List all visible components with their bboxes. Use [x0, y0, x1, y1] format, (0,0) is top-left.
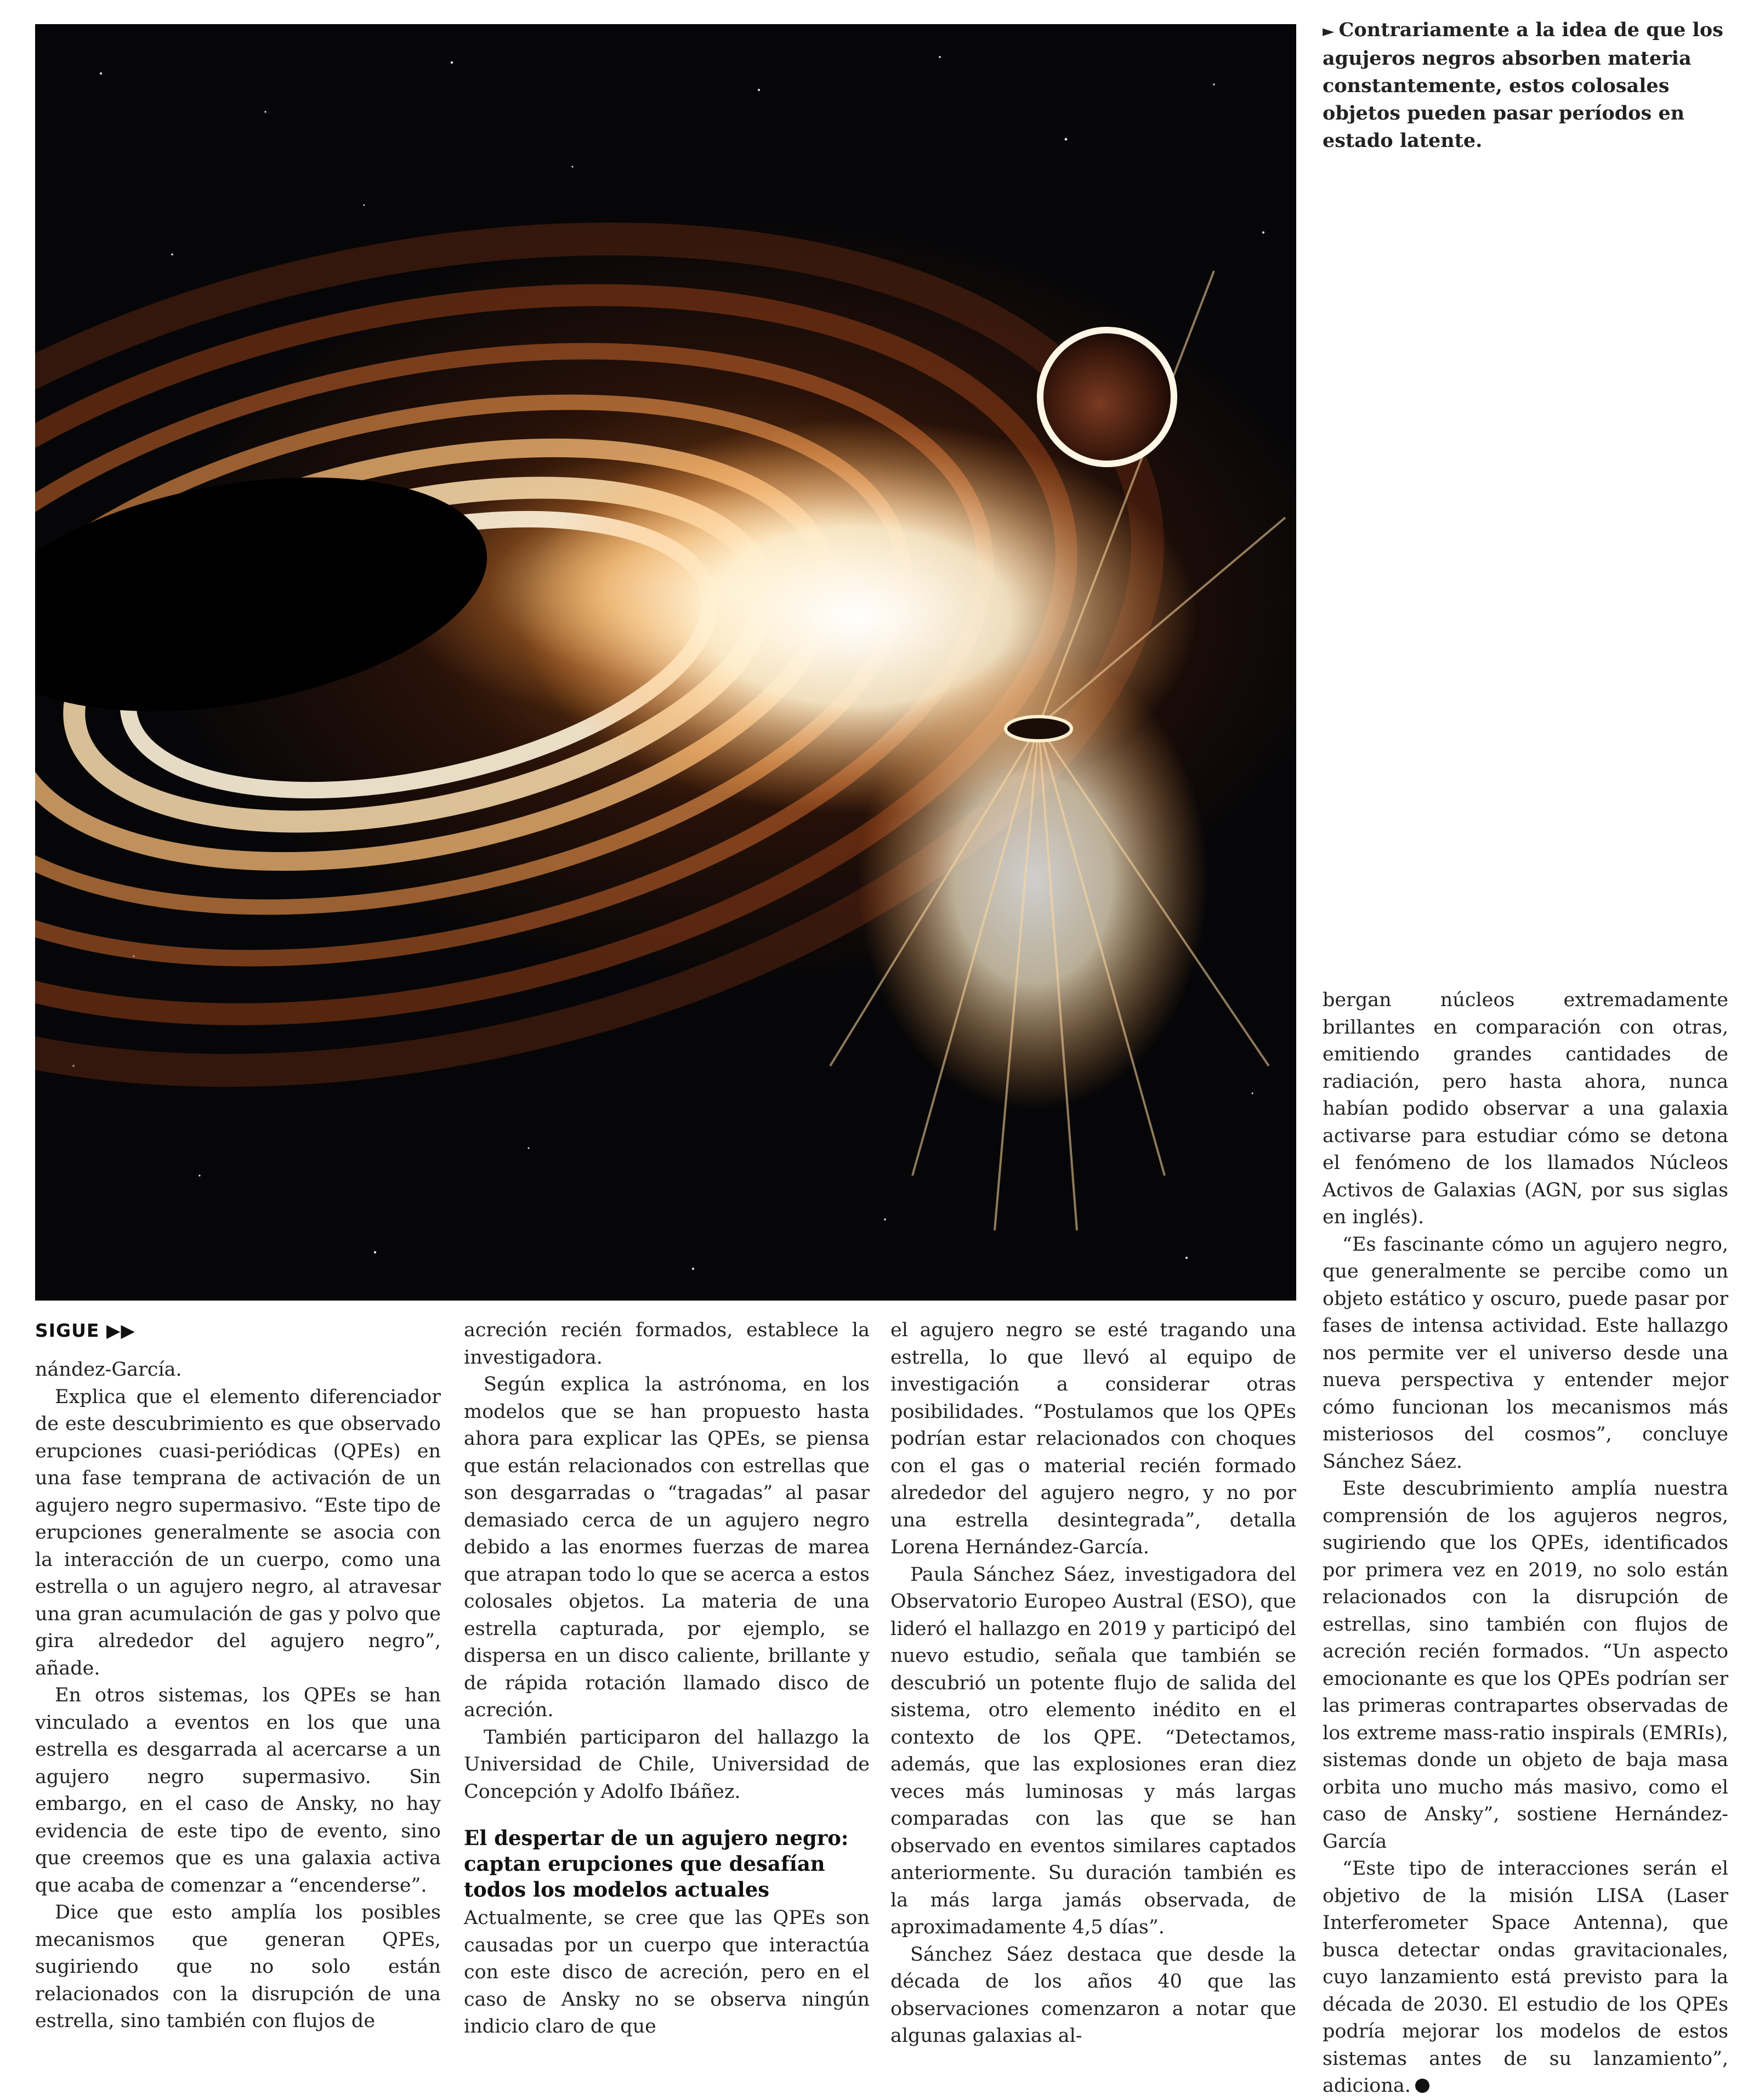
paragraph: Sánchez Sáez destaca que desde la década de los años 40 que las observaciones comenzaron a notar que algunas galaxias al- — [890, 1943, 1296, 2047]
captured-star — [1040, 330, 1174, 464]
photo-caption — [1323, 16, 1728, 155]
article-column-3 — [890, 1317, 1296, 2050]
article-column-1 — [35, 1312, 441, 2035]
paragraph: acreción recién formados, establece la investigadora. — [464, 1319, 870, 1369]
paragraph: Explica que el elemento diferenciador de este descubrimiento es que observado erupciones cuasi-periódicas (QPEs) en una fase temprana de activación de un agujero negro supermasivo. “Este tipo de erupciones generalmente se asocia con la interacción de un cuerpo, como una estrella o un agujero negro, al atravesar una gran acumulación de gas y polvo que gira alrededor del agujero negro”, añade. — [35, 1386, 441, 1679]
paragraph-text: “Este tipo de interacciones serán el objetivo de la misión LISA (Laser Interferometer Space Antenna), que busca detectar ondas gravitacionales, cuyo lanzamiento está previsto para la década de 2030. El estudio de los QPEs podría mejorar los modelos de estos sistemas antes de su lanzamiento”, adiciona. — [1323, 1858, 1728, 2097]
continuation-marker: SIGUE ▶▶ — [35, 1320, 135, 1341]
article-column-4 — [1323, 987, 1728, 2100]
paragraph: Según explica la astrónoma, en los modelos que se han propuesto hasta ahora para explicar las QPEs, se piensa que están relacionados con estrellas que son desgarradas o “tragadas” al pasar demasiado cerca de un agujero negro debido a las enormes fuerzas de marea que atrapan todo lo que se acerca a estos colosales objetos. La materia de una estrella capturada, por ejemplo, se dispersa en un disco caliente, brillante y de rápida rotación llamado disco de acreción. — [464, 1373, 870, 1721]
paragraph: bergan núcleos extremadamente brillantes en comparación con otras, emitiendo grandes cantidades de radiación, pero hasta ahora, nunca habían podido observar a una galaxia activarse para estudiar cómo se detona el fenómeno de los llamados Núcleos Activos de Galaxias (AGN, por sus siglas en inglés). — [1323, 989, 1728, 1228]
hero-photo — [35, 24, 1296, 1301]
paragraph: Dice que esto amplía los posibles mecanismos que generan QPEs, sugiriendo que no solo están relacionados con la disrupción de una estrella, sino también con flujos de — [35, 1902, 441, 2032]
paragraph: nández-García. — [35, 1359, 182, 1381]
paragraph: “Es fascinante cómo un agujero negro, que generalmente se percibe como un objeto estático y oscuro, puede pasar por fases de intensa actividad. Este hallazgo nos permite ver el universo desde una nueva perspectiva y entender mejor cómo funcionan los mecanismos más misteriosos del cosmos”, concluye Sánchez Sáez. — [1323, 1233, 1728, 1473]
paragraph: También participaron del hallazgo la Universidad de Chile, Universidad de Concepción y Adolfo Ibáñez. — [464, 1726, 870, 1803]
article-column-2 — [464, 1317, 870, 2041]
section-subheading: El despertar de un agujero negro: captan erupciones que desafían todos los modelos actuales — [464, 1826, 849, 1902]
paragraph: En otros sistemas, los QPEs se han vinculado a eventos en los que una estrella es desgarrada al acercarse a un agujero negro supermasivo. Sin embargo, en el caso de Ansky, no hay evidencia de este tipo de evento, sino que creemos que es una galaxia activa que acaba de comenzar a “encenderse”. — [35, 1684, 441, 1897]
paragraph: Este descubrimiento amplía nuestra comprensión de los agujeros negros, sugiriendo que los QPEs, identificados por primera vez en 2019, no solo están relacionados con la disrupción de estrellas, sino también con flujos de acreción recién formados. “Un aspecto emocionante es que los QPEs podrían ser las primeras contrapartes observadas de los extreme mass-ratio inspirals (EMRIs), sistemas donde un objeto de baja masa orbita uno mucho más masivo, como el caso de Ansky”, sostiene Hernández-García — [1323, 1478, 1728, 1853]
secondary-black-hole — [1006, 717, 1071, 741]
paragraph: Paula Sánchez Sáez, investigadora del Observatorio Europeo Austral (ESO), que lideró el hallazgo en 2019 y participó del nuevo estudio, señala que también se descubrió un potente flujo de salida del sistema, otro elemento inédito en el contexto de los QPE. “Detectamos, además, que las explosiones eran diez veces más luminosas y más largas comparadas con las que se han observado en eventos similares captados anteriormente. Su duración también es la más larga jamás observada, de aproximadamente 4,5 días”. — [890, 1563, 1296, 1938]
caption-arrow-icon: ► — [1323, 22, 1335, 40]
paragraph-final — [1323, 1855, 1728, 2100]
paragraph: el agujero negro se esté tragando una estrella, lo que llevó al equipo de investigación a considerar otras posibilidades. “Postulamos que los QPEs podrían estar relacionados con choques con el gas o material recién formado alrededor del agujero negro, y no por una estrella desintegrada”, detalla Lorena Hernández-García. — [890, 1319, 1296, 1558]
black-hole-illustration — [35, 24, 1296, 1301]
caption-text: Contrariamente a la idea de que los agujeros negros absorben materia constantemente, estos colosales objetos pueden pasar períodos en estado latente. — [1323, 19, 1723, 152]
paragraph: Actualmente, se cree que las QPEs son causadas por un cuerpo que interactúa con este disco de acreción, pero en el caso de Ansky no se observa ningún indicio claro de que — [464, 1907, 870, 2037]
end-of-article-icon — [1415, 2079, 1429, 2093]
